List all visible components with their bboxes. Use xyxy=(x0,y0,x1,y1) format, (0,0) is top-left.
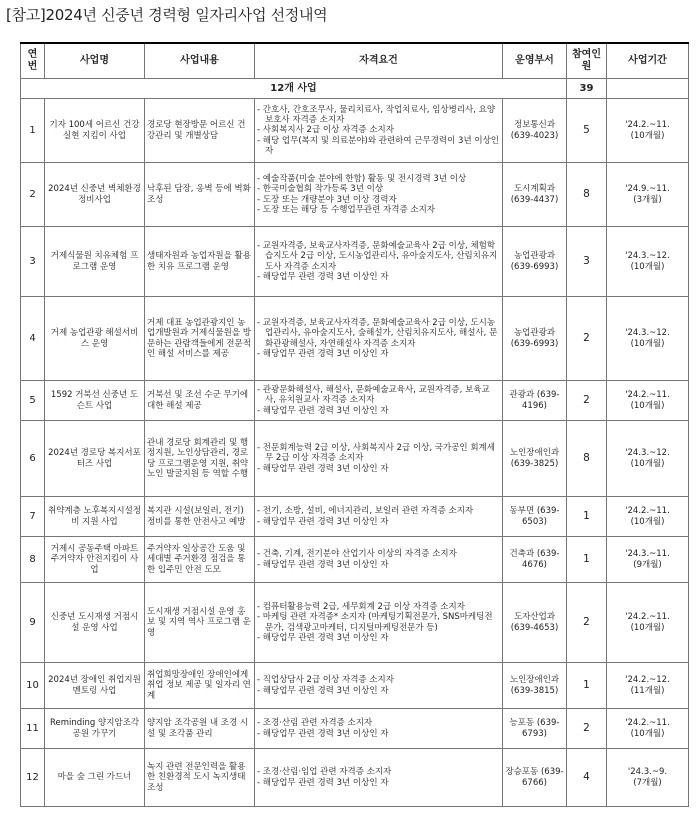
period-dates: '24.2.~12. xyxy=(625,675,670,686)
document-title: [참고]2024년 신중년 경력형 일자리사업 선정내역 xyxy=(6,6,328,24)
requirements-list xyxy=(257,174,500,215)
period-dates: '24.2.~11. xyxy=(625,718,670,729)
requirements-list xyxy=(257,385,500,416)
row-count: 1 xyxy=(567,537,607,583)
summary-blank xyxy=(607,79,689,99)
row-no: 7 xyxy=(21,497,45,537)
row-requirements xyxy=(255,227,503,297)
header-row xyxy=(21,43,689,79)
row-period xyxy=(607,583,689,663)
summary-label: 12개 사업 xyxy=(21,79,567,99)
requirements-list xyxy=(257,602,500,643)
requirements-list xyxy=(257,318,500,359)
row-content: 취업희망장애인 장애인에게 취업 정보 제공 및 일자리 연계 xyxy=(145,663,255,709)
row-department: 노인장애인과 (639-3825) xyxy=(503,421,567,497)
row-name: 기자 100세 어르신 건강실현 지킴이 사업 xyxy=(45,99,145,163)
row-department: 도시계획과 (639-4437) xyxy=(503,163,567,227)
period-dates: '24.3.~12. xyxy=(625,251,670,262)
row-no: 10 xyxy=(21,663,45,709)
requirement-item: - 한국미술협회 작가등록 3년 이상 xyxy=(257,184,500,194)
row-content: 주거약자 일상공간 도움 및 세대별 주거환경 점검을 통한 입주민 안전 도모 xyxy=(145,537,255,583)
row-count: 3 xyxy=(567,227,607,297)
requirement-item: - 조경·산림 관련 자격증 소지자 xyxy=(257,718,500,728)
row-content: 도시재생 거점시설 운영 홍보 및 지역 역사 프로그램 운영 xyxy=(145,583,255,663)
period-dates: '24.2.~11. xyxy=(625,506,670,517)
requirement-item: - 예술작품(미술 분야에 한함) 활동 및 전시경력 3년 이상 xyxy=(257,174,500,184)
requirement-item: - 도장 또는 개량분야 3년 이상 경력자 xyxy=(257,195,500,205)
row-no: 1 xyxy=(21,99,45,163)
requirement-item: - 해당업무 관련 경력 3년 이상인 자 xyxy=(257,349,500,359)
row-name: 1592 거북선 신중년 도슨트 사업 xyxy=(45,381,145,421)
requirement-item: - 전기, 소방, 설비, 에너지관리, 보일러 관련 자격증 소지자 xyxy=(257,506,500,516)
period-months: (10개월) xyxy=(630,622,665,633)
row-content: 관내 경로당 회계관리 및 행정지원, 노인상담관리, 경로당 프로그램운영 지원, 취약노인 발굴지원 등 역할 수행 xyxy=(145,421,255,497)
row-no: 6 xyxy=(21,421,45,497)
row-content: 녹지 관련 전문인력을 활용한 친환경적 도시 녹지생태 조성 xyxy=(145,749,255,807)
row-content: 낙후된 담장, 옹벽 등에 벽화 조성 xyxy=(145,163,255,227)
period-months: (3개월) xyxy=(633,194,662,205)
summary-row xyxy=(21,79,689,99)
row-name: 마을 숲 그린 가드너 xyxy=(45,749,145,807)
header-count: 참여인원 xyxy=(567,43,607,79)
row-content: 생태자원과 농업자원을 활용한 치유 프로그램 운영 xyxy=(145,227,255,297)
row-department: 건축과 (639-4676) xyxy=(503,537,567,583)
row-period xyxy=(607,227,689,297)
requirements-list xyxy=(257,718,500,738)
row-count: 8 xyxy=(567,421,607,497)
row-count: 2 xyxy=(567,297,607,381)
row-department: 정보통신과 (639-4023) xyxy=(503,99,567,163)
row-no: 11 xyxy=(21,709,45,749)
requirements-list xyxy=(257,767,500,787)
summary-total: 39 xyxy=(567,79,607,99)
row-no: 12 xyxy=(21,749,45,807)
table-row xyxy=(21,497,689,537)
table-row xyxy=(21,537,689,583)
row-period xyxy=(607,537,689,583)
row-content: 거제 대표 농업관광지인 농업개발원과 거제식물원을 방문하는 관람객들에게 전문적인 해설 서비스를 제공 xyxy=(145,297,255,381)
period-months: (11개월) xyxy=(630,685,665,696)
requirement-item: - 조경·산림·임업 관련 자격증 소지자 xyxy=(257,767,500,777)
requirements-list xyxy=(257,241,500,282)
row-requirements xyxy=(255,163,503,227)
period-months: (10개월) xyxy=(630,458,665,469)
period-dates: '24.3.~12. xyxy=(625,328,670,339)
row-name: 2024년 경로당 복지서포터즈 사업 xyxy=(45,421,145,497)
row-name: 2024년 신중년 벽체환경정비사업 xyxy=(45,163,145,227)
requirement-item: - 관광문화해설사, 해설사, 문화예술교육사, 교원자격증, 보육교사, 유치원교사 자격증 소지자 xyxy=(257,385,500,405)
table-row xyxy=(21,163,689,227)
header-name: 사업명 xyxy=(45,43,145,79)
row-department: 능포동 (639-6793) xyxy=(503,709,567,749)
period-dates: '24.3.~11. xyxy=(625,549,670,560)
row-count: 5 xyxy=(567,99,607,163)
row-name: 2024년 장애인 취업지원 멘토링 사업 xyxy=(45,663,145,709)
row-content: 거북선 및 조선 수군 무기에 대한 해설 제공 xyxy=(145,381,255,421)
row-requirements xyxy=(255,583,503,663)
period-months: (10개월) xyxy=(630,261,665,272)
row-no: 5 xyxy=(21,381,45,421)
row-requirements xyxy=(255,497,503,537)
period-months: (10개월) xyxy=(630,728,665,739)
period-months: (10개월) xyxy=(630,130,665,141)
selection-table xyxy=(20,42,689,807)
period-months: (10개월) xyxy=(630,338,665,349)
row-no: 4 xyxy=(21,297,45,381)
row-requirements xyxy=(255,421,503,497)
row-count: 1 xyxy=(567,497,607,537)
row-period xyxy=(607,163,689,227)
row-content: 양지암 조각공원 내 조경 시설 및 조각품 관리 xyxy=(145,709,255,749)
row-requirements xyxy=(255,297,503,381)
header-department: 운영부서 xyxy=(503,43,567,79)
row-period xyxy=(607,297,689,381)
header-no: 연번 xyxy=(21,43,45,79)
row-count: 2 xyxy=(567,381,607,421)
row-department: 관광과 (639-4196) xyxy=(503,381,567,421)
row-count: 4 xyxy=(567,749,607,807)
requirement-item: - 해당업무 관련 경력 3년 이상인 자 xyxy=(257,517,500,527)
row-period xyxy=(607,421,689,497)
requirement-item: - 해당업무 관련 경력 3년 이상인 자 xyxy=(257,729,500,739)
period-dates: '24.9.~11. xyxy=(625,184,670,195)
row-no: 2 xyxy=(21,163,45,227)
requirement-item: - 해당업무 관련 경력 3년 이상인 자 xyxy=(257,272,500,282)
requirement-item: - 교원자격증, 보육교사자격증, 문화예술교육사 2급 이상, 도시농업관리사, 유아숲지도사, 숲해설가, 산림치유지도사, 해설사, 문화관광해설사, 자연해설사 자격증 소지자 xyxy=(257,318,500,349)
row-requirements xyxy=(255,663,503,709)
table-row xyxy=(21,227,689,297)
row-count: 2 xyxy=(567,583,607,663)
row-name: 거제시 공동주택 아파트 주거약자 안전지킴이 사업 xyxy=(45,537,145,583)
period-dates: '24.3.~9. xyxy=(627,767,668,778)
requirements-list xyxy=(257,443,500,474)
row-count: 2 xyxy=(567,709,607,749)
requirement-item: - 마케팅 관련 자격증* 소지자 (마케팅기획전문가, SNS마케팅전문가, 검색광고마케터, 디지털마케팅전문가 등) xyxy=(257,612,500,632)
requirement-item: - 해당업무 관련 경력 3년 이상인 자 xyxy=(257,560,500,570)
period-months: (7개월) xyxy=(633,777,662,788)
row-name: 신중년 도시재생 거점시설 운영 사업 xyxy=(45,583,145,663)
header-period: 사업기간 xyxy=(607,43,689,79)
requirements-list xyxy=(257,105,500,156)
period-dates: '24.2.~11. xyxy=(625,390,670,401)
requirement-item: - 해당업무 관련 경력 3년 이상인 자 xyxy=(257,778,500,788)
requirements-list xyxy=(257,675,500,695)
header-requirements: 자격요건 xyxy=(255,43,503,79)
requirement-item: - 도장 또는 해당 등 수행업무관련 자격증 소지자 xyxy=(257,205,500,215)
row-requirements xyxy=(255,709,503,749)
row-count: 1 xyxy=(567,663,607,709)
row-name: 취약계층 노후복지시설정비 지원 사업 xyxy=(45,497,145,537)
table-row xyxy=(21,709,689,749)
row-period xyxy=(607,663,689,709)
row-period xyxy=(607,497,689,537)
row-requirements xyxy=(255,99,503,163)
table-row xyxy=(21,99,689,163)
row-name: 거제식물원 치유체험 프로그램 운영 xyxy=(45,227,145,297)
table-row xyxy=(21,381,689,421)
requirement-item: - 직업상담사 2급 이상 자격증 소지자 xyxy=(257,675,500,685)
requirement-item: - 컴퓨터활용능력 2급, 세무회계 2급 이상 자격증 소지자 xyxy=(257,602,500,612)
row-no: 3 xyxy=(21,227,45,297)
row-department: 농업관광과 (639-6993) xyxy=(503,227,567,297)
row-department: 농업관광과 (639-6993) xyxy=(503,297,567,381)
requirement-item: - 해당업무 관련 경력 3년 이상인 자 xyxy=(257,633,500,643)
row-period xyxy=(607,709,689,749)
row-requirements xyxy=(255,381,503,421)
row-name: Reminding 양지암조각공원 가꾸기 xyxy=(45,709,145,749)
row-content: 복지관 시설(보일러, 전기) 정비를 통한 안전사고 예방 xyxy=(145,497,255,537)
table-row xyxy=(21,297,689,381)
row-no: 9 xyxy=(21,583,45,663)
requirement-item: - 해당업무 관련 경력 3년 이상인 자 xyxy=(257,406,500,416)
requirement-item: - 해당 업무(복지 및 의료분야)와 관련하여 근무경력이 3년 이상인 자 xyxy=(257,136,500,156)
period-months: (10개월) xyxy=(630,400,665,411)
row-period xyxy=(607,381,689,421)
requirements-list xyxy=(257,506,500,526)
period-months: (10개월) xyxy=(630,516,665,527)
requirement-item: - 교원자격증, 보육교사자격증, 문화예술교육사 2급 이상, 체험학습지도사 2급 이상, 도시농업관리사, 유아숲지도사, 산림치유지도사 자격증 소지자 xyxy=(257,241,500,272)
requirement-item: - 사회복지사 2급 이상 자격증 소지자 xyxy=(257,125,500,135)
row-period xyxy=(607,749,689,807)
row-requirements xyxy=(255,537,503,583)
row-requirements xyxy=(255,749,503,807)
row-department: 노인장애인과 (639-3815) xyxy=(503,663,567,709)
row-department: 도자산업과 (639-4653) xyxy=(503,583,567,663)
period-dates: '24.2.~11. xyxy=(625,120,670,131)
row-period xyxy=(607,99,689,163)
requirement-item: - 건축, 기계, 전기분야 산업기사 이상의 자격증 소지자 xyxy=(257,549,500,559)
table-row xyxy=(21,663,689,709)
requirement-item: - 전문회계능력 2급 이상, 사회복지사 2급 이상, 국가공인 회계세무 2급 이상 자격증 소지자 xyxy=(257,443,500,463)
table-row xyxy=(21,583,689,663)
row-name: 거제 농업관광 해설서비스 운영 xyxy=(45,297,145,381)
row-department: 동부면 (639-6503) xyxy=(503,497,567,537)
row-department: 장승포동 (639-6766) xyxy=(503,749,567,807)
row-no: 8 xyxy=(21,537,45,583)
requirement-item: - 해당업무 관련 경력 3년 이상인 자 xyxy=(257,464,500,474)
row-count: 8 xyxy=(567,163,607,227)
header-content: 사업내용 xyxy=(145,43,255,79)
requirements-list xyxy=(257,549,500,569)
requirement-item: - 해당업무 관련 경력 3년 이상인 자 xyxy=(257,686,500,696)
row-content: 경로당 현장방문 어르신 건강관리 및 개별상담 xyxy=(145,99,255,163)
table-row xyxy=(21,421,689,497)
table-row xyxy=(21,749,689,807)
period-dates: '24.2.~11. xyxy=(625,612,670,623)
period-months: (9개월) xyxy=(633,559,662,570)
period-dates: '24.3.~12. xyxy=(625,448,670,459)
requirement-item: - 간호사, 간호조무사, 물리치료사, 작업치료사, 임상병리사, 요양보호사 자격증 소지자 xyxy=(257,105,500,125)
